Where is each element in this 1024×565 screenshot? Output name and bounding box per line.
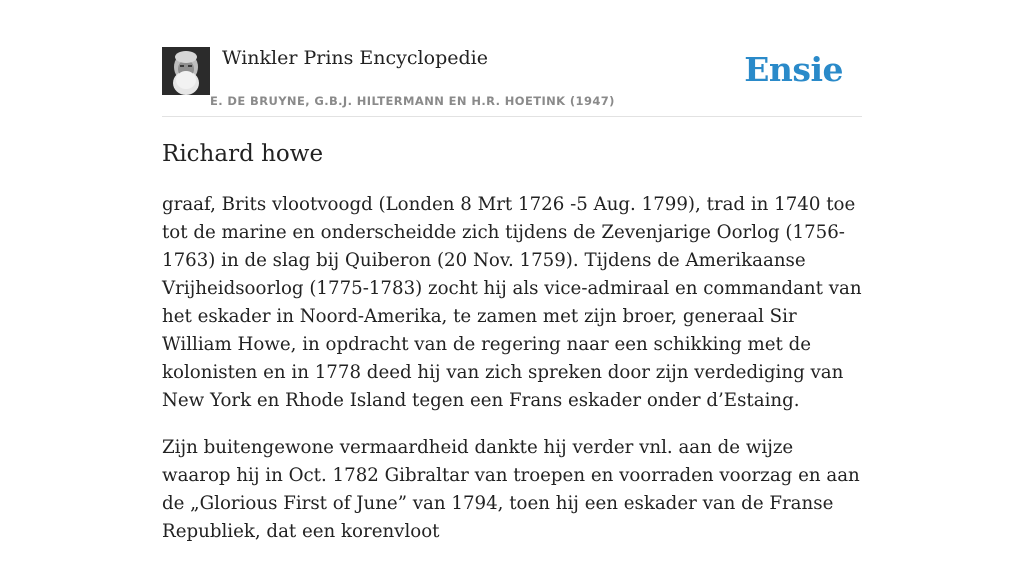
site-title[interactable]: Winkler Prins Encyclopedie [222,47,488,69]
article-body [162,191,862,565]
authors-line: E. DE BRUYNE, G.B.J. HILTERMANN EN H.R. HOETINK (1947) [210,94,615,108]
article-paragraph: Zijn buitengewone vermaardheid dankte hij verder vnl. aan de wijze waarop hij in Oct. 1782 Gibraltar van troepen en voorraden voorzag en aan de „Glorious First of June” van 1794, toen hij een eskader van de Franse Republiek, dat een korenvloot [162,437,860,542]
portrait-avatar[interactable] [162,47,210,95]
ensie-logo[interactable]: Ensie [744,50,843,89]
header [162,0,862,117]
portrait-icon [162,47,210,95]
article-paragraph: graaf, Brits vlootvoogd (Londen 8 Mrt 1726 -5 Aug. 1799), trad in 1740 toe tot de marine en onderscheidde zich tijdens de Zevenjarige Oorlog (1756-1763) in de slag bij Quiberon (20 Nov. 1759). Tijdens de Amerikaanse Vrijheidsoorlog (1775-1783) zocht hij als vice-admiraal en commandant van het eskader in Noord-Amerika, te zamen met zijn broer, generaal Sir William Howe, in opdracht van de regering naar een schikking met de kolonisten en in 1778 deed hij van zich spreken door zijn verdediging van New York en Rhode Island tegen een Frans eskader onder d’Estaing. [162,194,862,411]
page-container [162,0,862,542]
article-title: Richard howe [162,141,324,167]
